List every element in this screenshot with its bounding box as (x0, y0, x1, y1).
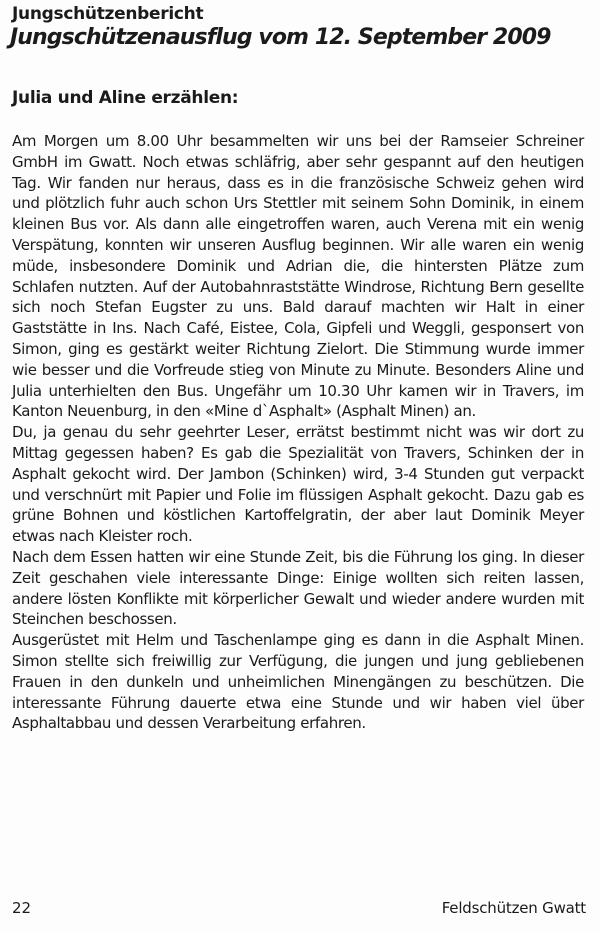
article-title: Jungschützenausflug vom 12. September 2009 (10, 25, 551, 50)
publication-name: Feldschützen Gwatt (441, 899, 586, 917)
paragraph-3: Nach dem Essen hatten wir eine Stunde Zeit, bis die Führung los ging. In dieser Zeit geschahen viele interessante Dinge: Einige wollten sich reiten lassen, andere lösten Konflikte mit körperlicher Gewalt und wieder andere wurden mit Steinchen beschossen. (12, 547, 584, 629)
paragraph-2: Du, ja genau du sehr geehrter Leser, errätst bestimmt nicht was wir dort zu Mittag gegessen haben? Es gab die Spezialität von Travers, Schinken der in Asphalt gekocht wird. Der Jambon (Schinken) wird, 3-4 Stunden gut verpackt und verschnürt mit Papier und Folie im flüssigen Asphalt gekocht. Dazu gab es grüne Bohnen und köstlichen Kartoffelgratin, der aber laut Dominik Meyer etwas nach Kleister roch. (12, 423, 584, 546)
paragraph-4: Ausgerüstet mit Helm und Taschenlampe ging es dann in die Asphalt Minen. Simon stellte sich freiwillig zur Verfügung, die jungen und jung gebliebenen Frauen in den dunkeln und unheimlichen Minengängen zu beschützen. Die interessante Führung dauerte etwa eine Stunde und wir haben viel über Asphaltabbau und dessen Verarbeitung erfahren. (12, 631, 584, 733)
page-number: 22 (12, 899, 32, 917)
paragraph-1: Am Morgen um 8.00 Uhr besammelten wir uns bei der Ramseier Schreiner GmbH im Gwatt. Noch etwas schläfrig, aber sehr gespannt auf den heutigen Tag. Wir fanden nur heraus, dass es in die französische Schweiz gehen wird und plötzlich fuhr auch schon Urs Stettler mit seinem Sohn Dominik, in einem kleinen Bus vor. Als dann alle eingetroffen waren, auch Verena mit ein wenig Verspätung, konnten wir unseren Ausflug beginnen. Wir alle waren ein wenig müde, insbesondere Dominik und Adrian die, die hintersten Plätze zum Schlafen nutzten. Auf der Autobahnraststätte Windrose, Richtung Bern gesellte sich noch Stefan Eugster zu uns. Bald darauf machten wir Halt in einer Gaststätte in Ins. Nach Café, Eistee, Cola, Gipfeli und Weggli, gesponsert von Simon, ging es gestärkt weiter Richtung Zielort. Die Stimmung wurde immer wie besser und die Vorfreude stieg von Minute zu Minute. Besonders Aline und Julia unterhielten den Bus. Ungefähr um 10.30 Uhr kamen wir in Travers, im Kanton Neuenburg, in den «Mine d`Asphalt» (Asphalt Minen) an. (12, 132, 584, 421)
section-label: Jungschützenbericht (12, 4, 204, 24)
article-body (12, 131, 584, 734)
article-subtitle: Julia und Aline erzählen: (12, 88, 239, 108)
